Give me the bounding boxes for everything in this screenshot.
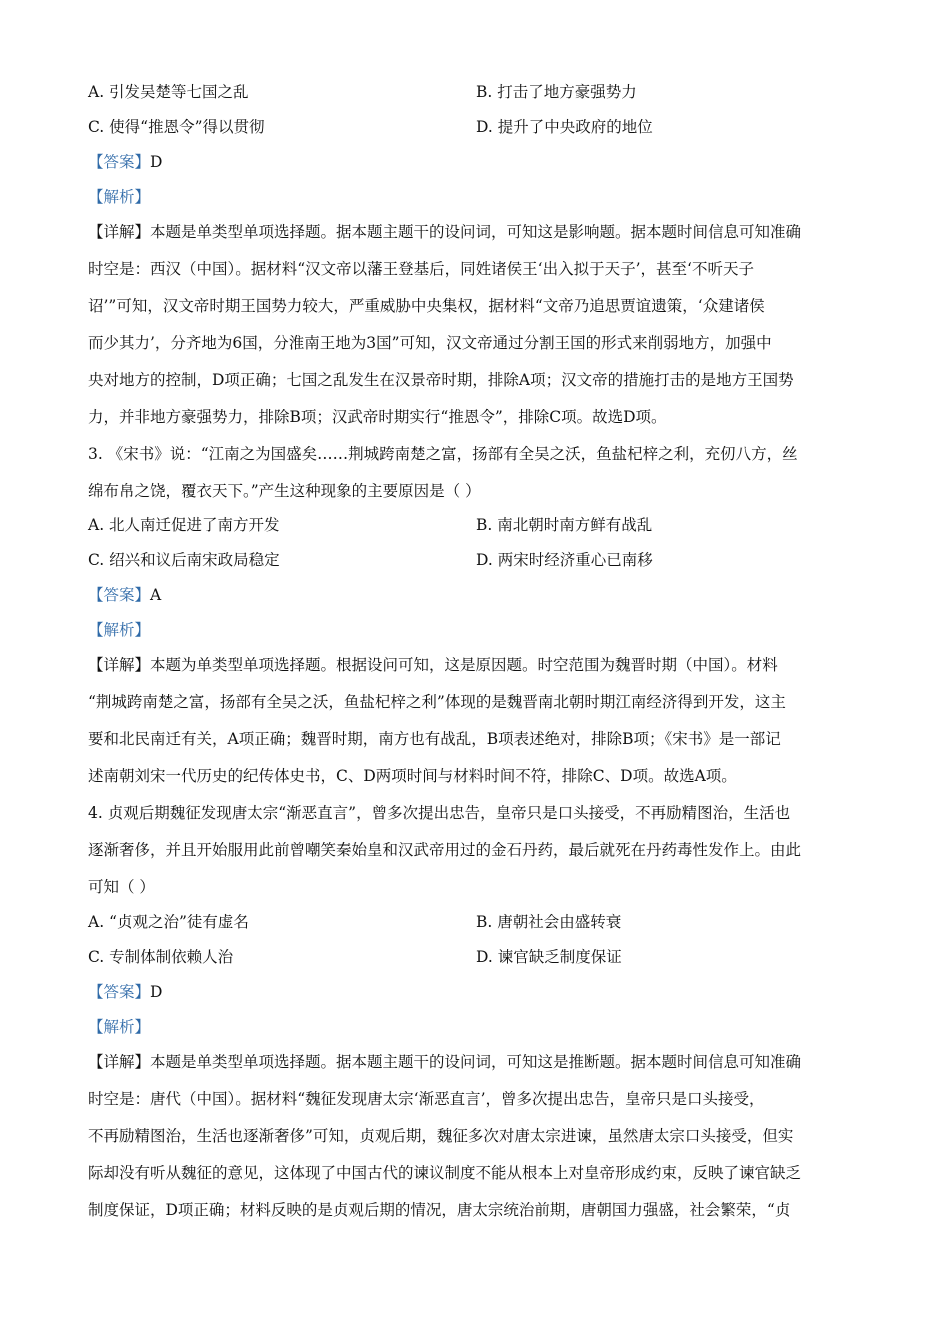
question-stem: 逐渐奢侈，并且开始服用此前曾嘲笑秦始皇和汉武帝用过的金石丹药，最后就死在丹药毒性发作上。由此 — [88, 841, 802, 859]
question-stem: 可知（ ） — [88, 878, 155, 896]
detail-line: 要和北民南迁有关，A项正确；魏晋时期，南方也有战乱，B项表述绝对，排除B项；《宋书》是一部记 — [88, 730, 781, 748]
option-d: D. 两宋时经济重心已南移 — [476, 551, 653, 569]
analysis-label: 【解析】 — [88, 1018, 151, 1036]
answer-line — [88, 151, 162, 173]
answer-value: A — [150, 586, 162, 604]
option-d: D. 谏官缺乏制度保证 — [476, 948, 622, 966]
answer-line — [88, 584, 161, 606]
option-c: C. 使得“推恩令”得以贯彻 — [88, 118, 265, 136]
option-d: D. 提升了中央政府的地位 — [476, 118, 653, 136]
option-b: B. 南北朝时南方鲜有战乱 — [476, 516, 653, 534]
detail-line: 际却没有听从魏征的意见，这体现了中国古代的谏议制度不能从根本上对皇帝形成约束，反映了谏官缺乏 — [88, 1164, 802, 1182]
answer-line — [88, 981, 162, 1003]
detail-line: 而少其力’，分齐地为6国，分淮南王地为3国”可知，汉文帝通过分割王国的形式来削弱地方，加强中 — [88, 334, 772, 352]
option-a: A. “贞观之治”徒有虚名 — [88, 913, 249, 931]
detail-label: 【详解】 — [88, 1053, 151, 1071]
analysis-label: 【解析】 — [88, 188, 151, 206]
option-b: B. 打击了地方豪强势力 — [476, 83, 637, 101]
detail-line: 时空是：西汉（中国）。据材料“汉文帝以藩王登基后，同姓诸侯王‘出入拟于天子’，甚至‘不听天子 — [88, 260, 754, 278]
analysis-label: 【解析】 — [88, 621, 151, 639]
option-a: A. 北人南迁促进了南方开发 — [88, 516, 280, 534]
detail-text: 本题是单类型单项选择题。据本题主题干的设问词，可知这是推断题。据本题时间信息可知准确 — [150, 1053, 802, 1071]
detail-line: 述南朝刘宋一代历史的纪传体史书，C、D两项时间与材料时间不符，排除C、D项。故选A项。 — [88, 767, 737, 785]
detail-line: 不再励精图治，生活也逐渐奢侈”可知，贞观后期，魏征多次对唐太宗进谏，虽然唐太宗口头接受，但实 — [88, 1127, 794, 1145]
option-c: C. 专制体制依赖人治 — [88, 948, 234, 966]
option-a: A. 引发吴楚等七国之乱 — [88, 83, 249, 101]
detail-line — [88, 221, 801, 243]
detail-line: 时空是：唐代（中国）。据材料“魏征发现唐太宗‘渐恶直言’，曾多次提出忠告，皇帝只是口头接受， — [88, 1090, 765, 1108]
detail-text: 本题是单类型单项选择题。据本题主题干的设问词，可知这是影响题。据本题时间信息可知准确 — [150, 223, 802, 241]
detail-text: 本题为单类型单项选择题。根据设问可知，这是原因题。时空范围为魏晋时期（中国）。材料 — [150, 656, 778, 674]
detail-line: 制度保证，D项正确；材料反映的是贞观后期的情况，唐太宗统治前期，唐朝国力强盛，社会繁荣，“贞 — [88, 1201, 791, 1219]
answer-value: D — [150, 983, 163, 1001]
detail-label: 【详解】 — [88, 656, 151, 674]
answer-label: 【答案】 — [88, 983, 151, 1001]
detail-line: 力，并非地方豪强势力，排除B项；汉武帝时期实行“推恩令”，排除C项。故选D项。 — [88, 408, 667, 426]
detail-line — [88, 654, 778, 676]
option-c: C. 绍兴和议后南宋政局稳定 — [88, 551, 280, 569]
detail-line: 诏’”可知，汉文帝时期王国势力较大，严重威胁中央集权，据材料“文帝乃追思贾谊遗策，‘众建诸侯 — [88, 297, 765, 315]
detail-line: “荆城跨南楚之富，扬部有全吴之沃，鱼盐杞梓之利”体现的是魏晋南北朝时期江南经济得到开发，这主 — [88, 693, 786, 711]
detail-label: 【详解】 — [88, 223, 151, 241]
detail-line — [88, 1051, 801, 1073]
question-stem: 绵布帛之饶，覆衣天下。”产生这种现象的主要原因是（ ） — [88, 482, 481, 500]
detail-line: 央对地方的控制，D项正确；七国之乱发生在汉景帝时期，排除A项；汉文帝的措施打击的是地方王国势 — [88, 371, 794, 389]
answer-label: 【答案】 — [88, 153, 151, 171]
question-stem: 4. 贞观后期魏征发现唐太宗“渐恶直言”，曾多次提出忠告，皇帝只是口头接受，不再励精图治，生活也 — [88, 804, 791, 822]
question-stem: 3. 《宋书》说：“江南之为国盛矣……荆城跨南楚之富，扬部有全吴之沃，鱼盐杞梓之利，充仞八方，丝 — [88, 445, 798, 463]
answer-value: D — [150, 153, 163, 171]
option-b: B. 唐朝社会由盛转衰 — [476, 913, 622, 931]
answer-label: 【答案】 — [88, 586, 151, 604]
